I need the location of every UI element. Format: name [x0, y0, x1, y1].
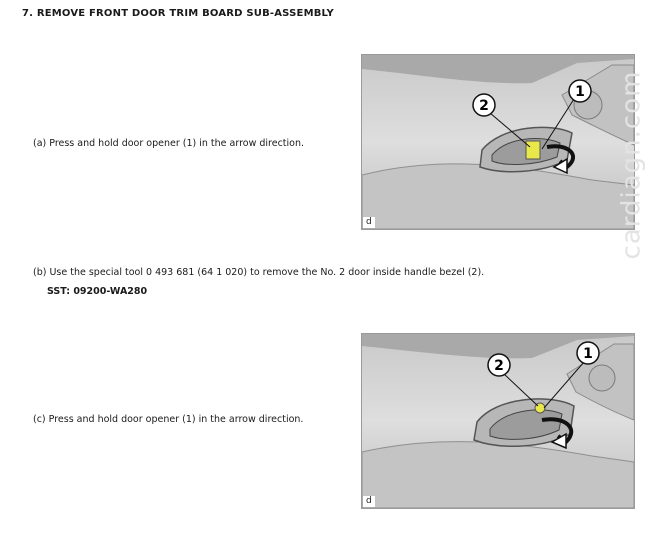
section-heading: 7. REMOVE FRONT DOOR TRIM BOARD SUB-ASSEMBLY: [22, 8, 334, 19]
step-a-text: (a) Press and hold door opener (1) in the arrow direction.: [33, 138, 305, 149]
door-opener-illustration: [362, 334, 634, 508]
figure-2: [361, 333, 635, 509]
step-b-text: (b) Use the special tool 0 493 681 (64 1 020) to remove the No. 2 door inside handle bezel (2).: [33, 267, 485, 278]
figure-corner-label: d: [363, 496, 375, 507]
callout-2: 2: [479, 98, 489, 114]
figure-corner-label: d: [363, 217, 375, 228]
sst-number: SST: 09200-WA280: [47, 286, 148, 297]
callout-2: 2: [494, 358, 504, 374]
callout-1: 1: [575, 84, 585, 100]
watermark: cardiagn.com: [616, 70, 647, 260]
callout-1: 1: [583, 346, 593, 362]
step-c-text: (c) Press and hold door opener (1) in the arrow direction.: [33, 414, 304, 425]
figure-1: [361, 54, 635, 230]
door-opener-illustration: [362, 55, 634, 229]
